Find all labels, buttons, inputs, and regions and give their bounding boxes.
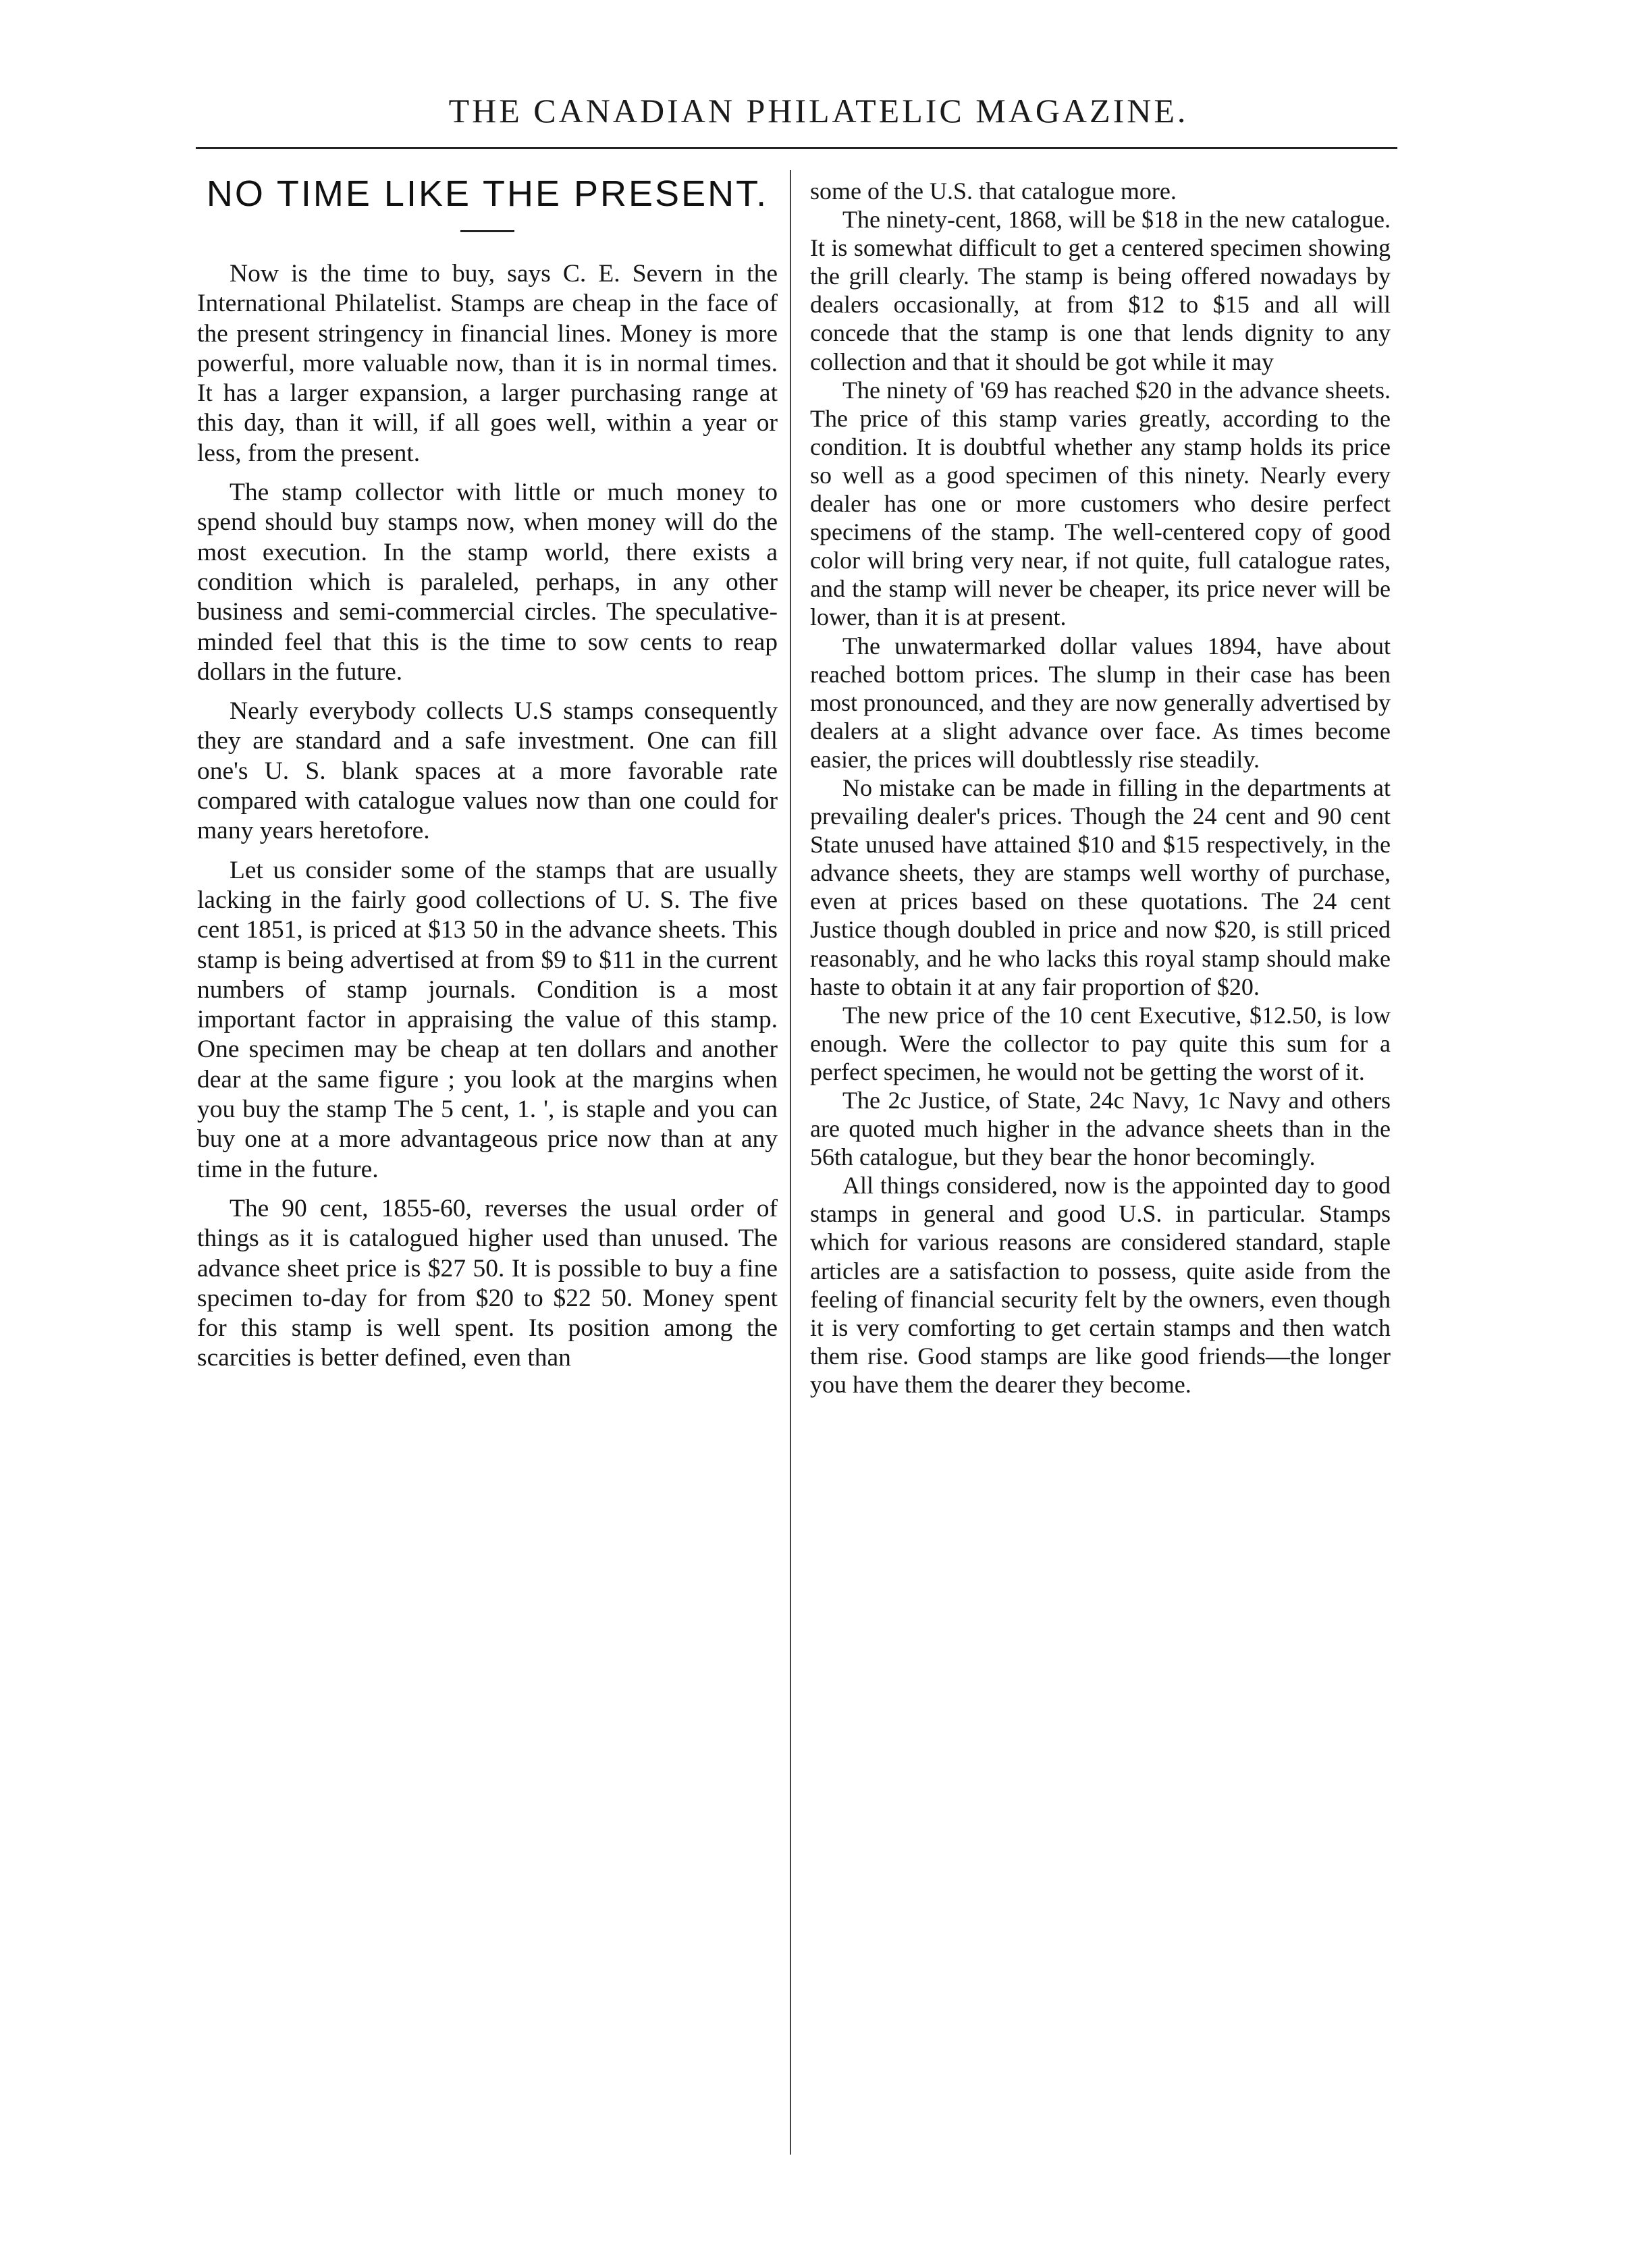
left-column xyxy=(197,172,778,1383)
article-title: NO TIME LIKE THE PRESENT. xyxy=(206,173,769,214)
title-rule xyxy=(460,230,514,232)
paragraph: The new price of the 10 cent Executive, $12.50, is low enough. Were the collector to pay quite this sum for a perfect specimen, he would not be getting the worst of it. xyxy=(810,1001,1391,1085)
paragraph: The ninety of '69 has reached $20 in the advance sheets. The price of this stamp varies greatly, according to the condition. It is doubtful whether any stamp holds its price so well as a good specimen of this ninety. Nearly every dealer has one or more customers who desire perfect specimens of the stamp. The well-centered copy of good color will bring very near, if not quite, full catalogue rates, and the stamp will never be cheaper, its price never will be lower, than it is at present. xyxy=(810,376,1391,631)
paragraph: The ninety-cent, 1868, will be $18 in the new catalogue. It is somewhat difficult to get a centered specimen showing the grill clearly. The stamp is being offered nowadays by dealers occasionally, at from $12 to $15 and all will concede that the stamp is one that lends dignity to any collection and that it should be got while it may xyxy=(810,206,1391,375)
paragraph: The stamp collector with little or much money to spend should buy stamps now, when money will do the most execution. In the stamp world, there exists a condition which is paraleled, perhaps, in any other business and semi-commercial circles. The speculative-minded feel that this is the time to sow cents to reap dollars in the future. xyxy=(197,479,778,686)
paragraph: some of the U.S. that catalogue more. xyxy=(810,178,1177,205)
paragraph: The 2c Justice, of State, 24c Navy, 1c Navy and others are quoted much higher in the advance sheets than in the 56th catalogue, but they bear the honor becomingly. xyxy=(810,1087,1391,1171)
paragraph: Let us consider some of the stamps that are usually lacking in the fairly good collections of U. S. The five cent 1851, is priced at $13 50 in the advance sheets. This stamp is being advertised at from $9 to $11 in the current numbers of stamp journals. Condition is a most important factor in appraising the value of this stamp. One specimen may be cheap at ten dollars and another dear at the same figure ; you look at the margins when you buy the stamp The 5 cent, 1. ', is staple and you can buy one at a more advantageous price now than at any time in the future. xyxy=(197,856,778,1183)
column-divider xyxy=(790,170,791,2155)
right-column xyxy=(810,177,1391,1399)
paragraph: No mistake can be made in filling in the departments at prevailing dealer's prices. Though the 24 cent and 90 cent State unused have attained $10 and $15 respectively, in the advance sheets, they are stamps well worthy of purchase, even at prices based on these quotations. The 24 cent Justice though doubled in price and now $20, is still priced reasonably, and he who lacks this royal stamp should make haste to obtain it at any fair proportion of $20. xyxy=(810,774,1391,1000)
paragraph: The unwatermarked dollar values 1894, have about reached bottom prices. The slump in their case has been most pronounced, and they are now generally advertised by dealers at a slight advance over face. As times become easier, the prices will doubtlessly rise steadily. xyxy=(810,632,1391,773)
paragraph: The 90 cent, 1855-60, reverses the usual order of things as it is catalogued higher used than unused. The advance sheet price is $27 50. It is possible to buy a fine specimen to-day for from $20 to $22 50. Money spent for this stamp is well spent. Its position among the scarcities is better defined, even than xyxy=(197,1194,778,1372)
header-rule xyxy=(196,147,1397,149)
paragraph: Nearly everybody collects U.S stamps consequently they are standard and a safe investment. One can fill one's U. S. blank spaces at a more favorable rate compared with catalogue values now than one could for many years heretofore. xyxy=(197,697,778,845)
paragraph: Now is the time to buy, says C. E. Severn in the International Philatelist. Stamps are cheap in the face of the present stringency in financial lines. Money is more powerful, more valuable now, than it is in normal times. It has a larger expansion, a larger purchasing range at this day, than it will, if all goes well, within a year or less, from the present. xyxy=(197,260,778,467)
paragraph: All things considered, now is the appointed day to good stamps in general and good U.S. in particular. Stamps which for various reasons are considered standard, staple articles are a satisfaction to possess, quite aside from the feeling of financial security felt by the owners, even though it is very comforting to get certain stamps and then watch them rise. Good stamps are like good friends—the longer you have them the dearer they become. xyxy=(810,1172,1391,1398)
magazine-masthead: THE CANADIAN PHILATELIC MAGAZINE. xyxy=(448,92,1189,130)
